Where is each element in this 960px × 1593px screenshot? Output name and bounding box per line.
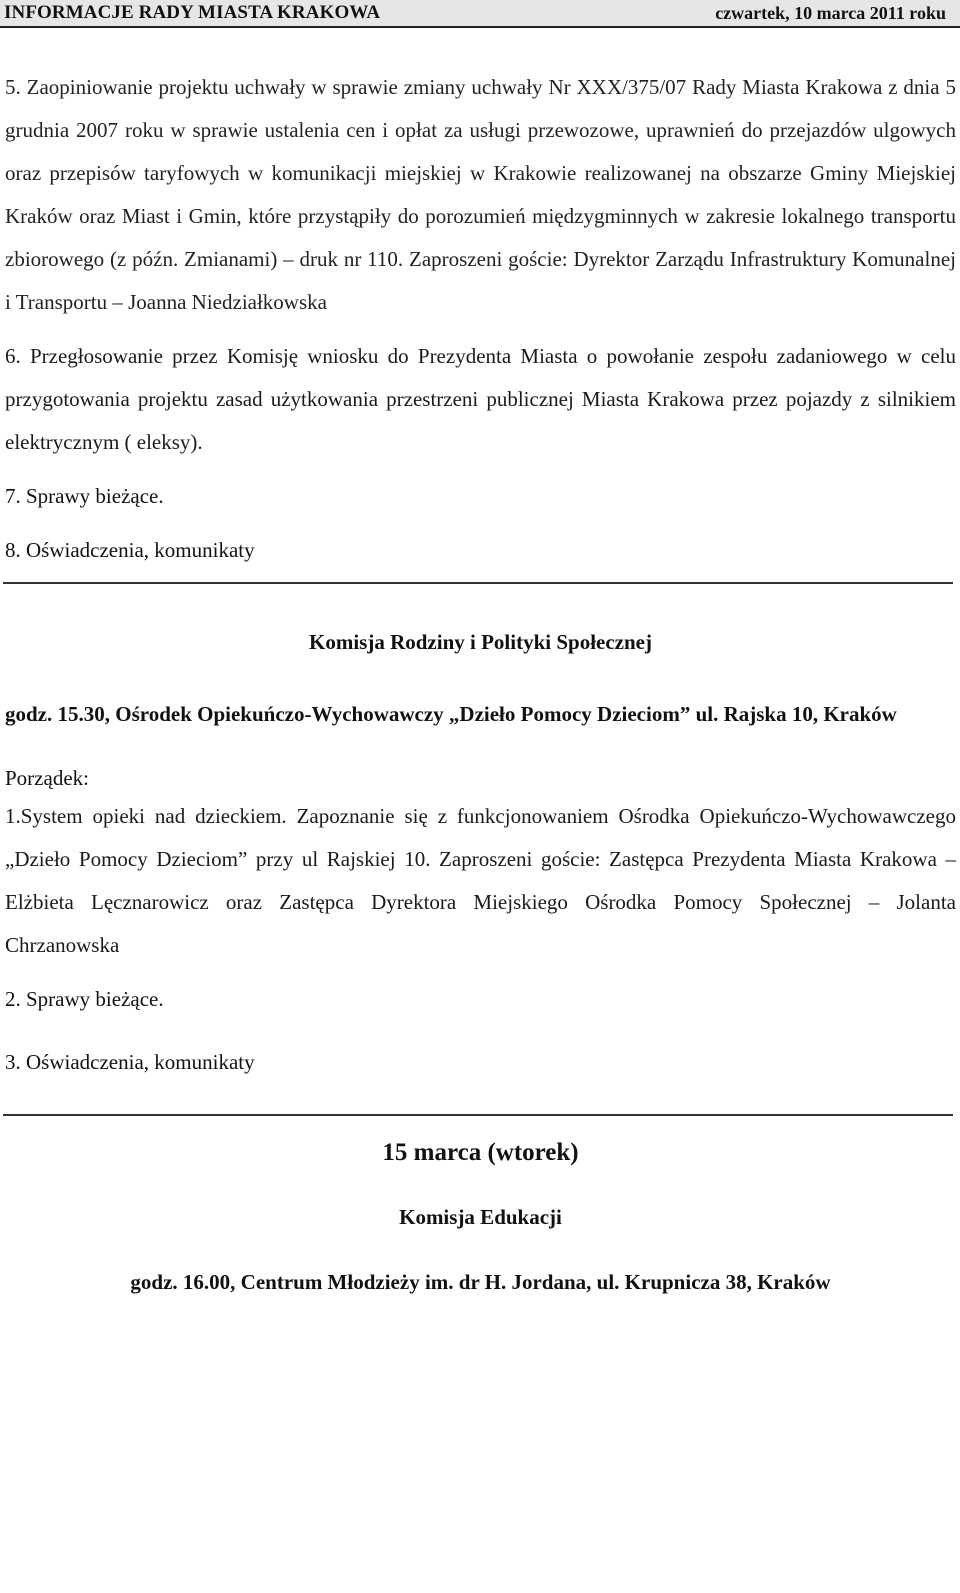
agenda-label: Porządek: bbox=[5, 766, 89, 790]
publication-date: czwartek, 10 marca 2011 roku bbox=[715, 3, 946, 23]
publication-title: INFORMACJE RADY MIASTA KRAKOWA bbox=[4, 2, 381, 23]
page-header bbox=[0, 0, 960, 26]
agenda-item-5: 5. Zaopiniowanie projektu uchwały w sprawie zmiany uchwały Nr XXX/375/07 Rady Miasta Krakowa z dnia 5 grudnia 2007 roku w sprawie ustalenia cen i opłat za usługi przewozowe, uprawnień do przejazdów ulgowych oraz przepisów taryfowych w komunikacji miejskiej w Krakowie realizowanej na obszarze Gminy Miejskiej Kraków oraz Miast i Gmin, które przystąpiły do porozumień międzygminnych w zakresie lokalnego transportu zbiorowego (z późn. Zmianami) – druk nr 110. Zaproszeni goście: Dyrektor Zarządu Infrastruktury Komunalnej i Transportu – Joanna Niedziałkowska bbox=[5, 75, 956, 314]
agenda-item-6: 6. Przegłosowanie przez Komisję wniosku do Prezydenta Miasta o powołanie zespołu zadaniowego w celu przygotowania projektu zasad użytkowania przestrzeni publicznej Miasta Krakowa przez pojazdy z silnikiem elektrycznym ( eleksy). bbox=[5, 344, 956, 454]
agenda-item-2: 2. Sprawy bieżące. bbox=[5, 987, 164, 1011]
meeting-date-heading: 15 marca (wtorek) bbox=[382, 1139, 579, 1166]
committee-title: Komisja Edukacji bbox=[399, 1205, 562, 1229]
meeting-venue: godz. 15.30, Ośrodek Opiekuńczo-Wychowawczy „Dzieło Pomocy Dzieciom” ul. Rajska 10, Kraków bbox=[5, 702, 897, 726]
document-body bbox=[5, 66, 956, 1297]
meeting-venue: godz. 16.00, Centrum Młodzieży im. dr H. Jordana, ul. Krupnicza 38, Kraków bbox=[130, 1270, 831, 1294]
committee-title: Komisja Rodziny i Polityki Społecznej bbox=[309, 630, 652, 654]
agenda-item-7: 7. Sprawy bieżące. bbox=[5, 484, 164, 508]
agenda-item-8: 8. Oświadczenia, komunikaty bbox=[5, 538, 255, 562]
agenda-item-3: 3. Oświadczenia, komunikaty bbox=[5, 1050, 255, 1074]
header-divider bbox=[0, 26, 960, 28]
agenda-item-1: 1.System opieki nad dzieckiem. Zapoznanie się z funkcjonowaniem Ośrodka Opiekuńczo-Wychowawczego „Dzieło Pomocy Dzieciom” przy ul Rajskiej 10. Zaproszeni goście: Zastępca Prezydenta Miasta Krakowa – Elżbieta Lęcznarowicz oraz Zastępca Dyrektora Miejskiego Ośrodka Pomocy Społecznej – Jolanta Chrzanowska bbox=[5, 804, 956, 957]
